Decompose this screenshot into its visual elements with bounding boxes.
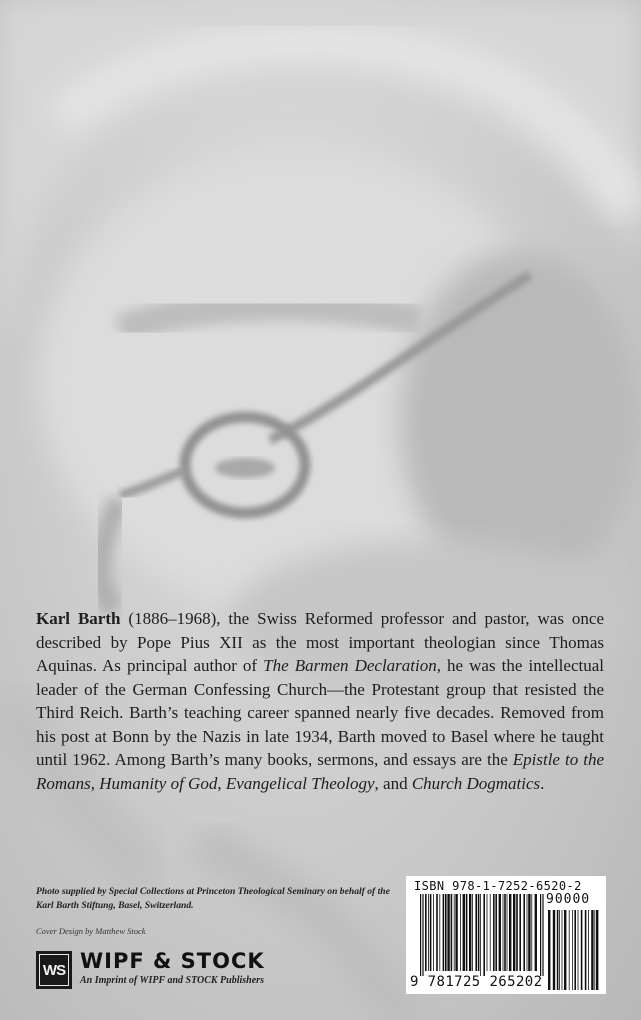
barcode-bar bbox=[535, 894, 537, 971]
barcode-bar bbox=[542, 894, 543, 976]
barcode-bar bbox=[436, 894, 438, 971]
title-humanity-of-god: Humanity of God bbox=[99, 773, 218, 793]
barcode-bar bbox=[451, 894, 453, 971]
barcode-bar bbox=[475, 894, 477, 971]
barcode-bar bbox=[540, 894, 541, 976]
bio-comma-1: , bbox=[90, 773, 100, 793]
barcode-bar bbox=[553, 910, 555, 990]
barcode-bar bbox=[504, 894, 506, 971]
publisher-name: WIPF & STOCK bbox=[80, 949, 265, 973]
barcode-bar bbox=[527, 894, 528, 971]
barcode-bar bbox=[503, 894, 504, 971]
bio-text-1: (1886–1968), the Swiss Reformed professor and pastor, was once described by Pope Pius XII as the most important theologian since Thomas Aquinas. As principal author of bbox=[36, 609, 604, 675]
publisher-logo-text: WS bbox=[39, 954, 69, 986]
author-name: Karl Barth bbox=[36, 609, 121, 628]
barcode-bar bbox=[425, 894, 427, 971]
barcode-bar bbox=[472, 894, 473, 971]
title-barmen-declaration: The Barmen Declaration bbox=[263, 656, 437, 675]
barcode-bar bbox=[443, 894, 445, 971]
barcode-bar bbox=[572, 910, 573, 990]
barcode-bar bbox=[493, 894, 495, 971]
barcode-bar bbox=[478, 894, 480, 971]
barcode-bar bbox=[428, 894, 429, 971]
barcode-bar bbox=[596, 910, 598, 990]
title-evangelical-theology: Evangelical Theology bbox=[225, 773, 375, 793]
publisher-logo bbox=[36, 951, 72, 989]
barcode-bar bbox=[422, 894, 423, 976]
barcode-bar bbox=[513, 894, 515, 971]
barcode-bar bbox=[581, 910, 583, 990]
barcode-bar bbox=[480, 894, 481, 976]
bio-text-3: , and bbox=[374, 773, 412, 793]
barcode-bar bbox=[559, 910, 560, 990]
barcode-bar bbox=[463, 894, 465, 971]
barcode-bar bbox=[495, 894, 497, 971]
barcode-bar bbox=[460, 894, 461, 971]
barcode-bar bbox=[445, 894, 447, 971]
publisher-imprint: An Imprint of WIPF and STOCK Publishers bbox=[80, 975, 264, 986]
isbn-barcode bbox=[406, 876, 606, 994]
bio-text-2: , he was the intellectual leader of the German Confessing Church—the Protestant group that resisted the Third Reich. Barth’s teaching career spanned nearly five decades. Removed from his post at Bonn by the Nazis in late 1934, Barth moved to Basel where he taught until 1962. Among Barth’s many books, sermons, and essays are the bbox=[36, 656, 604, 769]
barcode-bar bbox=[519, 894, 521, 971]
publisher-block bbox=[36, 950, 306, 992]
ean-digits: 9 781725 265202 bbox=[410, 974, 543, 990]
barcode-bar bbox=[548, 910, 550, 990]
barcode-bar bbox=[594, 910, 595, 990]
barcode-bar bbox=[531, 894, 532, 971]
barcode-bar bbox=[509, 894, 511, 971]
bio-comma-2: , bbox=[217, 773, 226, 793]
barcode-bar bbox=[562, 910, 563, 990]
barcode-bar bbox=[578, 910, 579, 990]
barcode-bar bbox=[528, 894, 530, 971]
cover-design-credit: Cover Design by Matthew Stock bbox=[36, 926, 146, 936]
barcode-bar bbox=[490, 894, 491, 971]
barcode-bar bbox=[433, 894, 434, 971]
bio-end: . bbox=[540, 773, 545, 793]
barcode-bar bbox=[487, 894, 488, 971]
photo-credit: Photo supplied by Special Collections at Princeton Theological Seminary on behalf of the Karl Barth Stiftung, Basel, Switzerland. bbox=[36, 886, 390, 911]
barcode-bar bbox=[557, 910, 559, 990]
addon-digits: 90000 bbox=[546, 892, 591, 907]
barcode-bar bbox=[466, 894, 468, 971]
isbn-label: ISBN 978-1-7252-6520-2 bbox=[414, 879, 582, 893]
author-bio-paragraph bbox=[36, 607, 604, 795]
barcode-bar bbox=[574, 910, 576, 990]
barcode-bar bbox=[585, 910, 587, 990]
barcode-bar bbox=[564, 910, 566, 990]
barcode-bar bbox=[439, 894, 440, 971]
title-epistle-romans: Epistle to the Romans bbox=[36, 750, 604, 793]
barcode-bar bbox=[591, 910, 593, 990]
title-church-dogmatics: Church Dogmatics bbox=[411, 773, 541, 793]
barcode-bar bbox=[516, 894, 518, 971]
barcode-bar bbox=[569, 910, 570, 990]
barcode-bar bbox=[430, 894, 432, 971]
barcode-bar bbox=[447, 894, 449, 971]
barcode-bar bbox=[420, 894, 421, 976]
barcode-bar bbox=[499, 894, 501, 971]
barcode-bar bbox=[483, 894, 485, 976]
barcode-bar bbox=[455, 894, 457, 971]
barcode-bar bbox=[454, 894, 455, 971]
barcode-bar bbox=[588, 910, 589, 990]
barcode-bar bbox=[507, 894, 508, 971]
barcode-bar bbox=[523, 894, 525, 971]
barcode-bar bbox=[469, 894, 471, 971]
